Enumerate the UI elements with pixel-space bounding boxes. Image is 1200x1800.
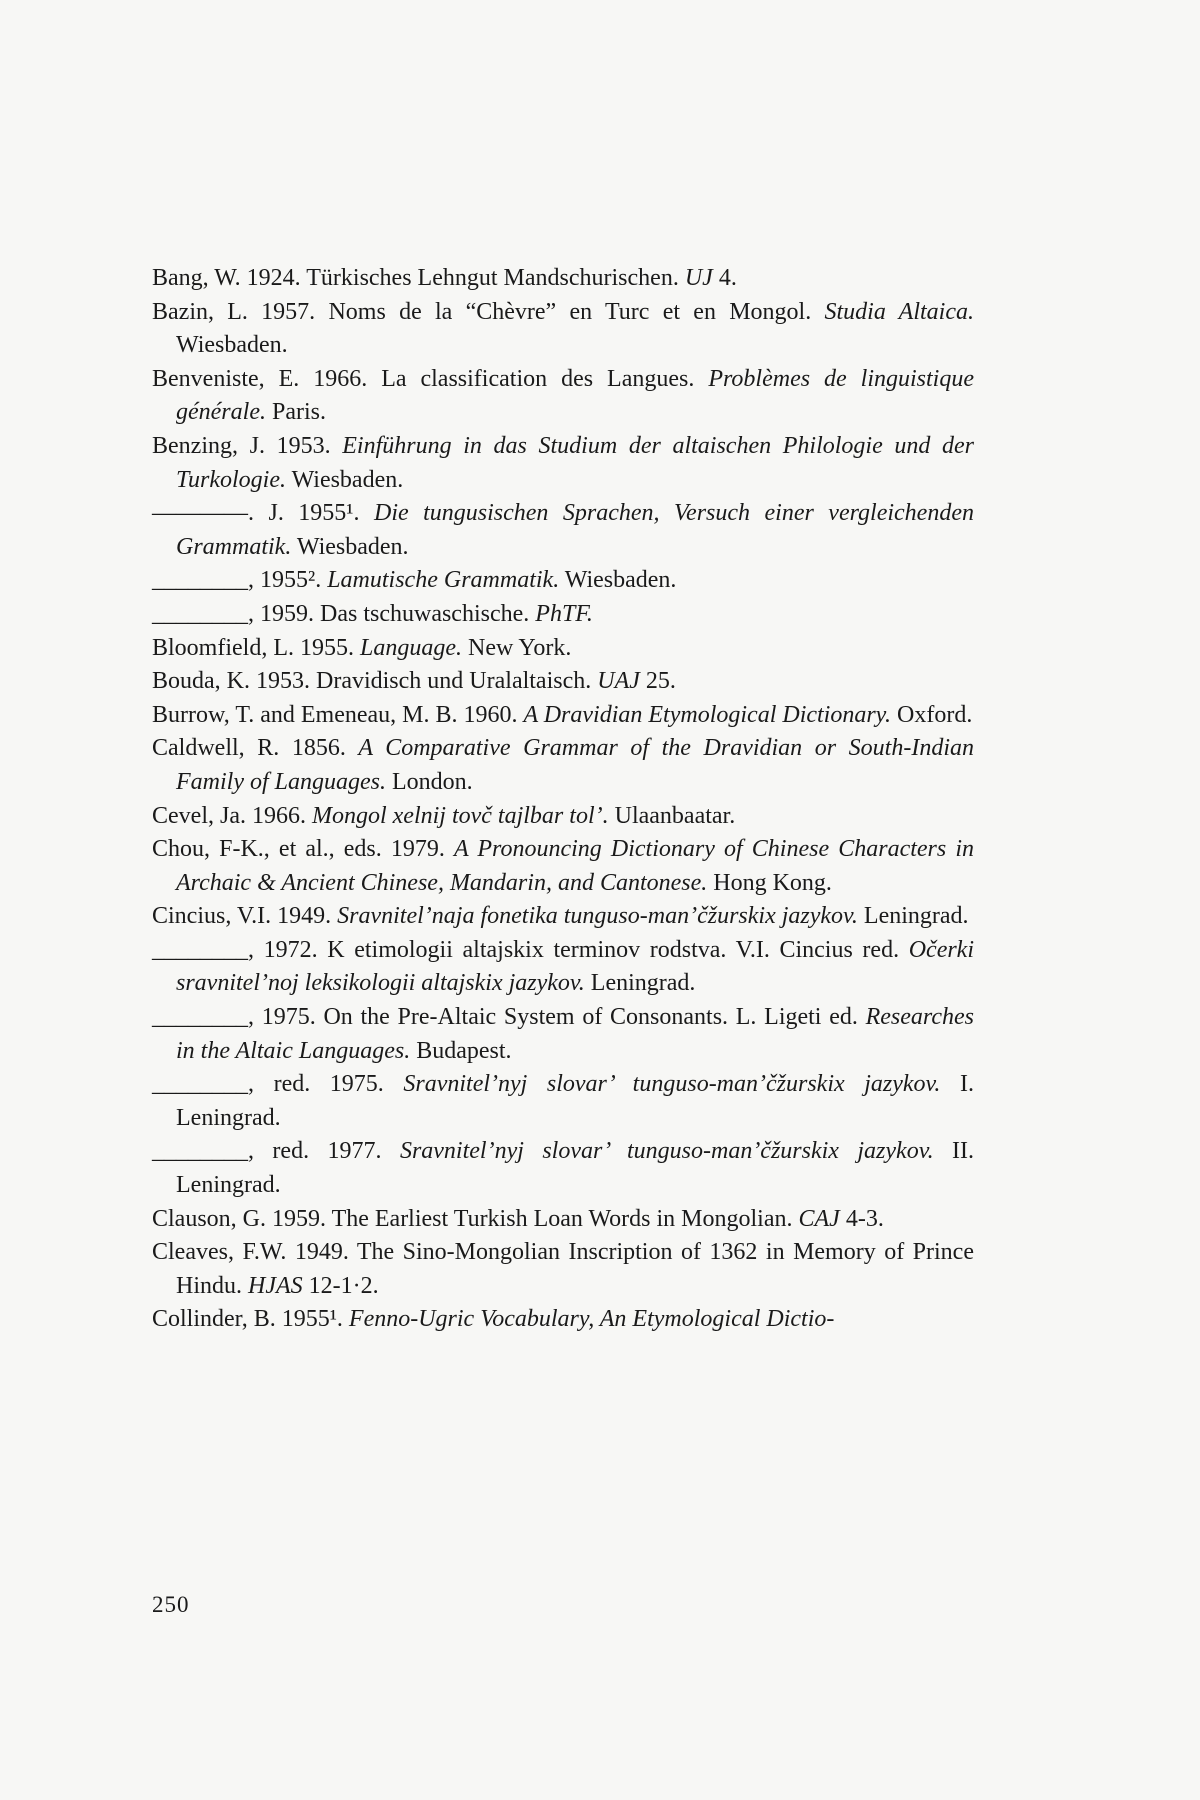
entry-text: 4-3. — [839, 1205, 884, 1232]
bibliography-entry — [152, 900, 974, 934]
entry-text: Benzing, J. 1953. — [152, 432, 343, 459]
entry-text: ————. J. 1955¹. — [152, 500, 374, 527]
entry-title-italic: Očerki sravnitel’noj leksikologii altajskix jazykov. — [176, 936, 974, 997]
entry-text: Bloomfield, L. 1955. — [152, 634, 360, 661]
entry-title-italic: Fenno-Ugric Vocabulary, An Etymological Dictio- — [348, 1306, 835, 1333]
entry-text: New York. — [461, 634, 572, 661]
bibliography-entry — [152, 564, 974, 598]
entry-text: Paris. — [265, 399, 326, 426]
entry-title-italic: Sravnitel’nyj slovar’ tunguso-man’čžurskix jazykov. — [403, 1071, 941, 1098]
entry-text: Clauson, G. 1959. The Earliest Turkish Loan Words in Mongolian. — [152, 1205, 799, 1232]
bibliography-list — [152, 262, 974, 1337]
entry-title-italic: UAJ — [597, 668, 640, 695]
entry-text: Oxford. — [891, 701, 973, 728]
entry-text: Bazin, L. 1957. Noms de la “Chèvre” en Turc et en Mongol. — [152, 298, 825, 325]
bibliography-entry — [152, 1236, 974, 1303]
entry-text: Leningrad. — [857, 903, 969, 930]
entry-text: Benveniste, E. 1966. La classification des Langues. — [152, 365, 709, 392]
bibliography-entry — [152, 430, 974, 497]
bibliography-entry — [152, 934, 974, 1001]
entry-title-italic: PhTF. — [535, 600, 593, 627]
entry-text: Cevel, Ja. 1966. — [152, 802, 312, 829]
entry-title-italic: CAJ — [798, 1205, 840, 1232]
entry-title-italic: Mongol xelnij tovč tajlbar tol’. — [311, 802, 609, 829]
entry-text: II. Leningrad. — [176, 1138, 974, 1199]
entry-title-italic: Sravnitel’naja fonetika tunguso-man’čžurskix jazykov. — [337, 903, 858, 930]
bibliography-entry — [152, 1203, 974, 1237]
entry-text: ________, red. 1977. — [152, 1138, 400, 1165]
bibliography-entry — [152, 262, 974, 296]
bibliography-entry — [152, 833, 974, 900]
entry-title-italic: HJAS — [248, 1272, 303, 1299]
entry-title-italic: Einführung in das Studium der altaischen Philologie und der Turkologie. — [176, 432, 974, 493]
bibliography-entry — [152, 632, 974, 666]
bibliography-entry — [152, 1001, 974, 1068]
entry-text: Ulaanbaatar. — [608, 802, 736, 829]
bibliography-entry — [152, 800, 974, 834]
entry-text: Bang, W. 1924. Türkisches Lehngut Mandschurischen. — [152, 265, 685, 291]
bibliography-entry — [152, 732, 974, 799]
bibliography-entry — [152, 1303, 974, 1337]
entry-text: Leningrad. — [584, 970, 696, 997]
entry-title-italic: Die tungusischen Sprachen, Versuch einer vergleichenden Grammatik. — [176, 500, 974, 560]
entry-text: ________, 1972. K etimologii altajskix terminov rodstva. V.I. Cincius red. — [152, 936, 909, 963]
entry-text: ________, 1975. On the Pre-Altaic System of Consonants. L. Ligeti ed. — [152, 1004, 866, 1031]
entry-text: Hong Kong. — [707, 869, 832, 896]
entry-title-italic: UJ — [684, 265, 713, 291]
entry-title-italic: A Pronouncing Dictionary of Chinese Characters in Archaic & Ancient Chinese, Mandarin, and Cantonese. — [176, 836, 975, 896]
entry-title-italic: A Dravidian Etymological Dictionary. — [523, 701, 892, 728]
entry-text: 4. — [712, 265, 737, 291]
entry-text: Cleaves, F.W. 1949. The Sino-Mongolian Inscription of 1362 in Memory of Prince Hindu. — [152, 1239, 974, 1299]
bibliography-entry — [152, 665, 974, 699]
entry-text: Burrow, T. and Emeneau, M. B. 1960. — [152, 701, 524, 728]
page-number: 250 — [152, 1592, 190, 1617]
bibliography-entry — [152, 1068, 974, 1135]
entry-title-italic: A Comparative Grammar of the Dravidian or South-Indian Family of Languages. — [176, 735, 975, 795]
entry-title-italic: Studia Altaica. — [824, 298, 974, 325]
entry-text: Bouda, K. 1953. Dravidisch und Uralaltaisch. — [152, 668, 598, 695]
entry-text: Cincius, V.I. 1949. — [152, 903, 338, 930]
entry-text: 25. — [639, 668, 676, 695]
entry-text: Caldwell, R. 1856. — [152, 735, 359, 762]
entry-text: 12-1·2. — [302, 1272, 379, 1299]
entry-text: Wiesbaden. — [559, 567, 677, 594]
bibliography-entry — [152, 598, 974, 632]
entry-text: ________, 1959. Das tschuwaschische. — [152, 600, 536, 627]
bibliography-entry — [152, 699, 974, 733]
entry-text: London. — [386, 768, 473, 795]
entry-text: Wiesbaden. — [286, 466, 404, 493]
entry-title-italic: Sravnitel’nyj slovar’ tunguso-man’čžurskix jazykov. — [399, 1138, 934, 1165]
entry-text: ________, 1955². — [152, 567, 328, 594]
bibliography-entry — [152, 497, 974, 564]
entry-text: Collinder, B. 1955¹. — [152, 1306, 349, 1333]
entry-text: Budapest. — [410, 1037, 512, 1064]
entry-title-italic: Researches in the Altaic Languages. — [176, 1004, 974, 1064]
entry-text: Chou, F-K., et al., eds. 1979. — [152, 836, 455, 863]
bibliography-entry — [152, 296, 974, 363]
entry-title-italic: Lamutische Grammatik. — [327, 567, 560, 594]
entry-text: Wiesbaden. — [291, 533, 409, 560]
entry-text: I. Leningrad. — [176, 1071, 974, 1131]
entry-text: ________, red. 1975. — [152, 1071, 404, 1098]
entry-title-italic: Language. — [359, 634, 462, 661]
entry-text: Wiesbaden. — [176, 332, 288, 359]
bibliography-entry — [152, 1135, 974, 1202]
entry-title-italic: Problèmes de linguistique générale. — [176, 365, 974, 426]
bibliography-entry — [152, 363, 974, 430]
